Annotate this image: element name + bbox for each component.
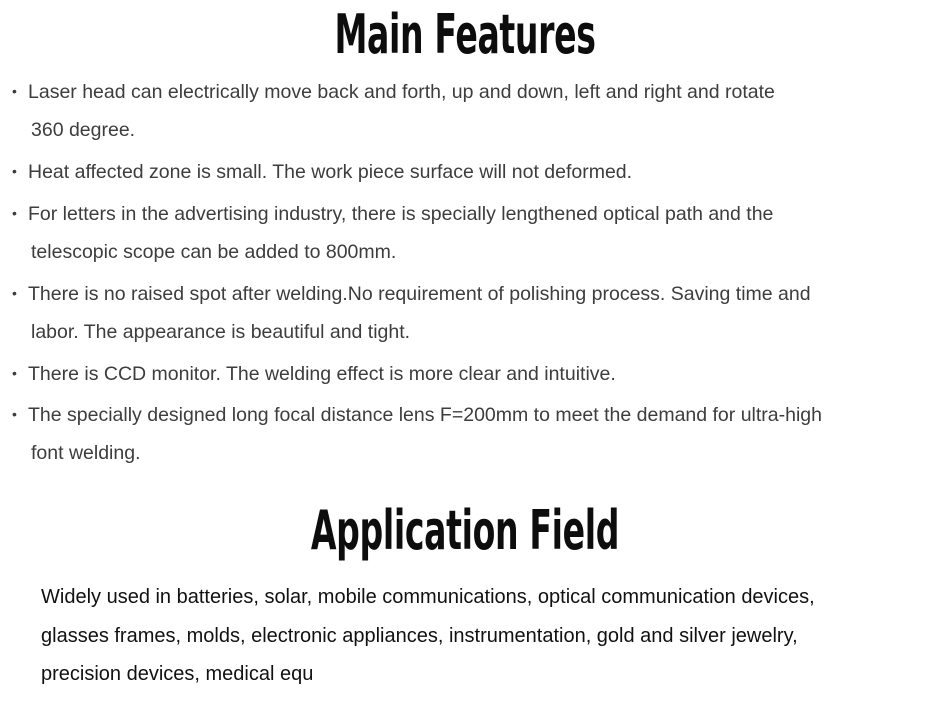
bullet-icon: • (12, 406, 17, 422)
feature-text-line1: Laser head can electrically move back and forth, up and down, left and right and rotate (28, 81, 775, 103)
feature-text-line1: Heat affected zone is small. The work piece surface will not deformed. (28, 161, 633, 183)
bullet-icon: • (12, 163, 17, 179)
bullet-icon: • (12, 285, 17, 301)
application-text-line3: precision devices, medical equ (41, 663, 314, 685)
feature-text-line1: The specially designed long focal distance lens F=200mm to meet the demand for ultra-high (28, 404, 822, 426)
application-field-heading: Application Field (310, 498, 620, 562)
bullet-icon: • (12, 205, 17, 221)
feature-text-line2: labor. The appearance is beautiful and tight. (31, 321, 411, 343)
application-field-text (41, 578, 911, 694)
feature-item (12, 152, 917, 191)
feature-item (12, 72, 917, 149)
feature-item (12, 354, 917, 393)
feature-text-line2: telescopic scope can be added to 800mm. (31, 241, 397, 263)
application-text-line2: glasses frames, molds, electronic appliances, instrumentation, gold and silver jewelry, (41, 624, 798, 647)
main-features-heading: Main Features (334, 2, 596, 67)
feature-text-line2: 360 degree. (31, 119, 136, 141)
feature-item (12, 274, 917, 351)
feature-text-line1: For letters in the advertising industry, there is specially lengthened optical path and the (28, 203, 774, 225)
feature-text-line1: There is CCD monitor. The welding effect is more clear and intuitive. (28, 363, 616, 385)
bullet-icon: • (12, 83, 17, 99)
feature-item (12, 395, 917, 472)
feature-item (12, 194, 917, 271)
bullet-icon: • (12, 365, 17, 381)
feature-text-line2: font welding. (31, 442, 141, 464)
feature-text-line1: There is no raised spot after welding.No requirement of polishing process. Saving time and (28, 283, 811, 305)
application-text-line1: Widely used in batteries, solar, mobile communications, optical communication devices, (41, 586, 815, 608)
